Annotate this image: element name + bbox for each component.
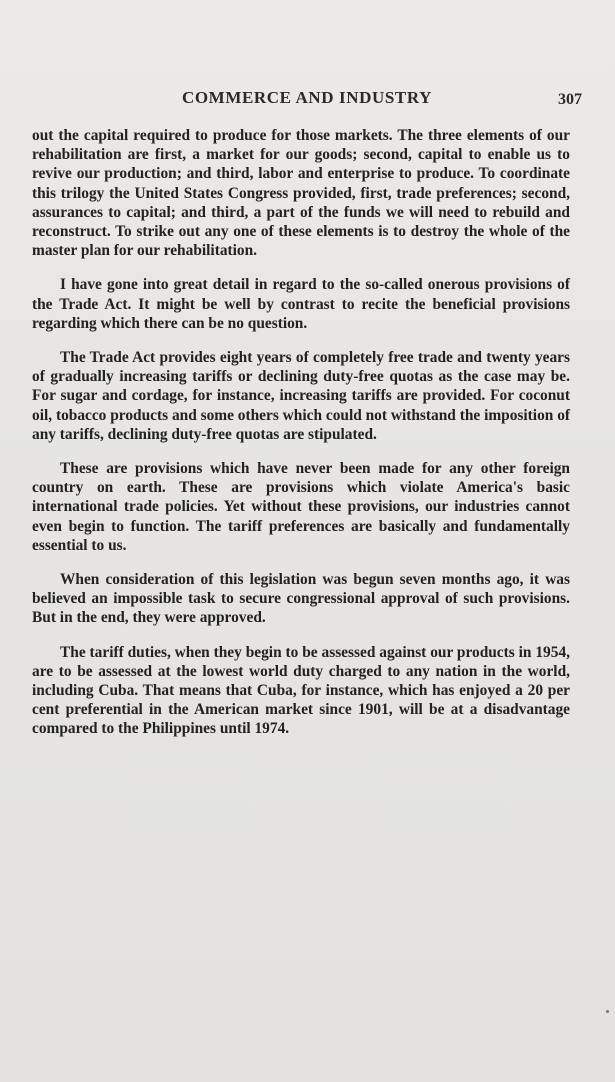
paragraph-1: out the capital required to produce for those markets. The three elements of our rehabilitation are first, a market for our goods; second, capital to enable us to revive our production; and third, labor and enterprise to produce. To coordinate this trilogy the United States Congress provided, first, trade preferences; second, assurances to capital; and third, a part of the funds we will need to rebuild and reconstruct. To strike out any one of these elements is to destroy the whole of the master plan for our rehabilitation. <box>32 127 570 260</box>
paragraph-4: These are provisions which have never been made for any other foreign country on earth. These are provisions which violate America's basic international trade policies. Yet without these provisions, our industries cannot even begin to function. The tariff preferences are basically and fundamentally essential to us. <box>32 460 570 554</box>
paragraph-2: I have gone into great detail in regard to the so-called onerous provisions of the Trade Act. It might be well by contrast to recite the beneficial provisions regarding which there can be no question. <box>32 276 570 332</box>
page-header <box>32 88 582 112</box>
paper-speck <box>606 1010 609 1013</box>
paragraph-5: When consideration of this legislation was begun seven months ago, it was believed an impossible task to secure congressional approval of such provisions. But in the end, they were approved. <box>32 571 570 627</box>
page-number: 307 <box>558 91 582 108</box>
paragraph-3: The Trade Act provides eight years of completely free trade and twenty years of gradually increasing tariffs or declining duty-free quotas as the case may be. For sugar and cordage, for instance, increasing tariffs are provided. For coconut oil, tobacco products and some others which could not withstand the imposition of any tariffs, declining duty-free quotas are stipulated. <box>32 349 571 443</box>
body-text <box>32 126 570 754</box>
running-head: COMMERCE AND INDUSTRY <box>181 88 432 107</box>
paragraph-6: The tariff duties, when they begin to be assessed against our products in 1954, are to be assessed at the lowest world duty charged to any nation in the world, including Cuba. That means that Cuba, for instance, which has enjoyed a 20 per cent preferential in the American market since 1901, will be at a disadvantage compared to the Philippines until 1974. <box>32 643 570 738</box>
